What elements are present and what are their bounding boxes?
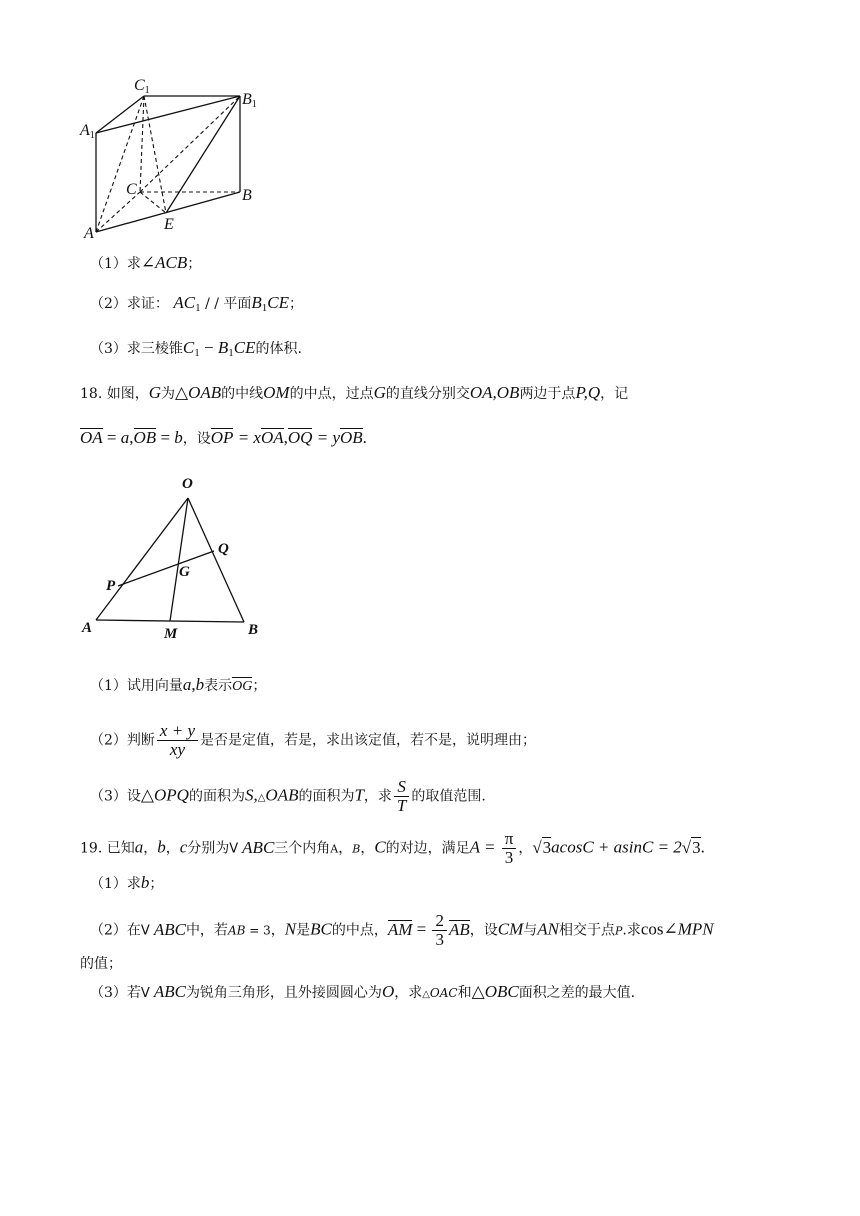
p19-q2-cont: 的值； bbox=[80, 956, 122, 972]
label-c: C bbox=[126, 181, 137, 198]
p17-q3: （3）求三棱锥$C_1 - B_1CE$的体积. bbox=[90, 338, 302, 359]
label-b: B bbox=[248, 622, 259, 638]
label-a: A bbox=[82, 620, 93, 636]
label-m: M bbox=[164, 626, 178, 640]
p19-q2: （2）在V ABC中，若AB = 3，N是BC的中点，AM = $\frac{2}{3}$ AB，设CM与AN相交于点P.求cos∠MPN bbox=[90, 911, 714, 949]
p19-q1: （1）求b； bbox=[90, 873, 164, 892]
label-a1: A1 bbox=[80, 122, 95, 141]
p18-q2: （2）判断 $\frac{x + y}{xy}$ 是否是定值，若是，求出该定值，若不是，说明理由； bbox=[90, 721, 536, 759]
p18-intro2: OA = a,OB = b，设OP = xOA,OQ = yOB. bbox=[80, 428, 367, 447]
p19-q3: （3）若V ABC为锐角三角形，且外接圆圆心为O，求△OAC和△OBC面积之差的最大值. bbox=[90, 982, 636, 1001]
p18-q1: （1）试用向量a,b表示OG； bbox=[90, 675, 267, 694]
label-q: Q bbox=[218, 541, 229, 557]
label-b: B bbox=[242, 187, 252, 204]
p17-q2: （2）求证： $AC_1$ / / 平面$B_1CE$； bbox=[90, 293, 304, 314]
label-o: O bbox=[182, 476, 193, 492]
p18-q3: （3）设△OPQ的面积为S,△OAB的面积为T，求 $\frac{S}{T}$ 的取值范围. bbox=[90, 777, 486, 815]
triangle-figure bbox=[76, 470, 276, 640]
p18-intro: 18. 如图，G为△OAB的中线OM的中点，过点G的直线分别交OA,OB两边于点P,Q，记 bbox=[80, 383, 629, 402]
label-p: P bbox=[106, 578, 116, 594]
p17-q1: （1）求∠ACB； bbox=[90, 253, 202, 272]
label-g: G bbox=[179, 564, 190, 580]
label-e: E bbox=[164, 216, 174, 233]
prism-figure bbox=[76, 72, 276, 242]
p19-intro: 19. 已知a，b，c分别为V ABC三个内角A，B，C的对边，满足A = $\frac{\pi}{3}$ ，√3acosC + asinC = 2√3. bbox=[80, 829, 705, 867]
label-a: A bbox=[84, 225, 94, 242]
label-b1: B1 bbox=[242, 91, 257, 110]
label-c1: C1 bbox=[134, 77, 150, 96]
